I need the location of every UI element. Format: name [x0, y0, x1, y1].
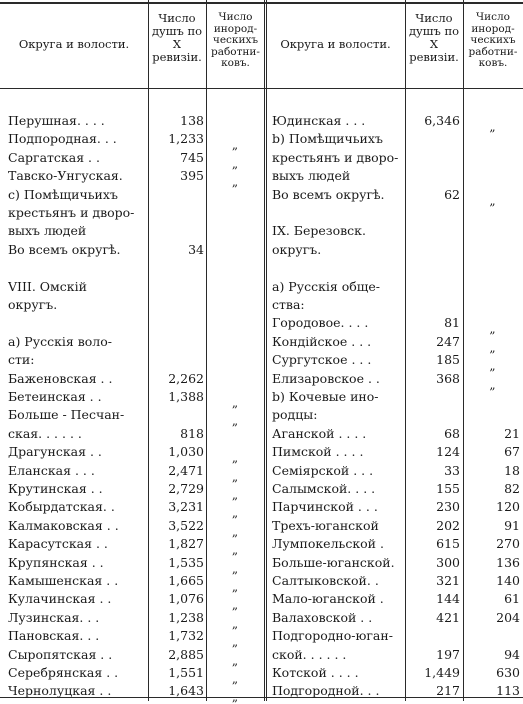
district-name: крестьянъ и дворо- — [8, 205, 135, 220]
district-name: с) Помѣщичьихъ — [8, 186, 118, 202]
ditto-mark: „ — [489, 193, 496, 208]
district-name: Больше - Песчан- — [8, 407, 125, 423]
district-name: округъ. — [8, 297, 58, 312]
header-workers-left: Число инород-ческихъ работни-ковъ. — [211, 11, 260, 69]
table-row — [0, 406, 523, 429]
district-name: Во всемъ округѣ. — [272, 186, 385, 202]
district-name: родцы: — [272, 407, 318, 423]
district-name: Камышенская . . — [8, 573, 119, 588]
workers-count: 61 — [504, 591, 520, 607]
district-name: Лузинская. . . — [8, 609, 100, 625]
district-name: Салымской. . . . — [272, 481, 376, 496]
district-name: сти: — [8, 352, 35, 368]
district-name: Кулачинская . . — [8, 591, 112, 607]
souls-count: 6,346 — [424, 113, 460, 128]
table-row — [0, 333, 523, 355]
district-name: Больше-юганской. — [272, 554, 395, 570]
district-name: Серебрянская . . — [8, 665, 119, 680]
souls-count: 3,522 — [168, 517, 204, 533]
souls-count: 421 — [436, 609, 460, 625]
souls-count: 615 — [436, 536, 460, 552]
ditto-mark: „ — [489, 340, 496, 355]
district-name: а) Русскія обще- — [272, 278, 381, 294]
district-name: Тавско-Унгуская. — [8, 168, 123, 184]
table-row — [0, 167, 523, 190]
district-name: ской. . . . . . — [272, 646, 347, 662]
souls-count: 1,233 — [168, 131, 204, 147]
district-name: Юдинская . . . — [272, 113, 366, 128]
table-row — [0, 443, 523, 466]
ditto-mark: „ — [231, 451, 239, 466]
souls-count: 217 — [436, 683, 460, 699]
district-name: Семіярской . . . — [272, 462, 374, 478]
table-row — [0, 572, 523, 594]
district-name: Кондійское . . . — [272, 333, 372, 349]
district-name: Подгородно-юган- — [272, 628, 393, 644]
district-name: Перушная. . . . — [8, 113, 105, 128]
header-souls-left: Число душъ по X ревизіи. — [151, 11, 203, 64]
souls-count: 33 — [444, 462, 460, 478]
ditto-mark: „ — [231, 580, 239, 594]
ditto-mark: „ — [231, 524, 239, 539]
district-name: Еланская . . . — [8, 462, 95, 478]
table-row — [0, 149, 523, 171]
workers-count: 204 — [496, 609, 520, 625]
souls-count: 1,827 — [168, 536, 204, 552]
ditto-mark: „ — [489, 377, 496, 392]
district-name: Мало-юганской . — [272, 591, 384, 607]
souls-count: 34 — [188, 241, 204, 257]
table-row — [0, 388, 523, 410]
ditto-mark: „ — [489, 120, 496, 134]
workers-count: 21 — [504, 425, 520, 441]
header-bottom-rule — [0, 88, 523, 89]
table-row — [0, 241, 523, 259]
district-name: ства: — [272, 297, 305, 312]
souls-count: 138 — [180, 113, 204, 128]
table-row — [0, 370, 523, 392]
souls-count: 124 — [436, 444, 460, 460]
district-name: Чернолуцкая . . — [8, 683, 112, 699]
ditto-mark: „ — [231, 138, 239, 153]
table-row — [0, 480, 523, 502]
district-name: Крутинская . . — [8, 481, 103, 496]
district-name: Калмаковская . . — [8, 517, 119, 533]
district-name: Пимской . . . . — [272, 444, 364, 460]
souls-count: 1,030 — [168, 444, 204, 460]
table-row — [0, 425, 523, 443]
ditto-mark: „ — [231, 175, 239, 190]
table-row — [0, 590, 523, 613]
district-name: Парчинской . . . — [272, 499, 378, 515]
table-row — [0, 498, 523, 521]
district-name: Подгородной. . . — [272, 683, 380, 699]
workers-count: 136 — [496, 554, 520, 570]
header-districts-right: Округа и волости. — [280, 37, 391, 51]
district-name: выхъ людей — [272, 168, 351, 184]
table-row — [0, 112, 523, 134]
table-row — [0, 130, 523, 153]
table-row — [0, 278, 523, 296]
souls-count: 1,665 — [168, 573, 204, 588]
ditto-mark: „ — [489, 322, 496, 337]
ditto-mark: „ — [231, 598, 239, 613]
ditto-mark: „ — [231, 506, 239, 521]
souls-count: 395 — [180, 168, 204, 184]
workers-count: 91 — [504, 517, 520, 533]
ditto-mark: „ — [231, 156, 239, 171]
souls-count: 818 — [180, 425, 204, 441]
district-name: а) Русскія воло- — [8, 333, 112, 349]
district-name: Бетеинская . . — [8, 389, 102, 404]
souls-count: 300 — [436, 554, 460, 570]
souls-count: 745 — [180, 149, 204, 165]
table-row — [0, 517, 523, 539]
table-row — [0, 462, 523, 484]
workers-count: 18 — [504, 462, 520, 478]
table-row — [0, 664, 523, 686]
district-name: Валаховской . . — [272, 609, 373, 625]
ditto-mark: „ — [231, 616, 239, 631]
district-name: Елизаровское . . — [272, 370, 380, 386]
table-row — [0, 535, 523, 558]
workers-count: 630 — [496, 665, 520, 680]
souls-count: 247 — [436, 333, 460, 349]
table-row — [0, 259, 523, 277]
district-name: Городовое. . . . — [272, 315, 369, 331]
workers-count: 120 — [496, 499, 520, 515]
workers-count: 270 — [496, 536, 520, 552]
souls-count: 2,885 — [168, 646, 204, 662]
workers-count: 113 — [496, 683, 520, 699]
souls-count: 2,729 — [168, 481, 204, 496]
table-row — [0, 646, 523, 668]
district-name: Лумпокельской . — [272, 536, 384, 552]
souls-count: 1,238 — [168, 609, 204, 625]
district-name: Драгунская . . — [8, 444, 102, 460]
ditto-mark: „ — [231, 469, 239, 484]
table-row — [0, 296, 523, 314]
header-districts-left: Округа и волости. — [18, 37, 130, 51]
souls-count: 2,262 — [168, 370, 204, 386]
souls-count: 62 — [444, 186, 460, 202]
district-name: Пановская. . . — [8, 628, 100, 644]
district-name: Баженовская . . — [8, 370, 113, 386]
district-name: VIII. Омскій — [8, 278, 87, 294]
district-name: Карасутская . . — [8, 536, 108, 552]
district-name: Кобырдатская. . — [8, 499, 115, 515]
ditto-mark: „ — [231, 396, 239, 410]
ditto-mark: „ — [231, 488, 239, 502]
souls-count: 230 — [436, 499, 460, 515]
workers-count: 82 — [504, 481, 520, 496]
table-top-rule — [0, 2, 523, 4]
souls-count: 197 — [436, 646, 460, 662]
district-name: Сыропятская . . — [8, 646, 113, 662]
district-name: Крупянская . . — [8, 554, 104, 570]
table-row — [0, 609, 523, 631]
district-name: b) Помѣщичьихъ — [272, 131, 383, 147]
table-row — [0, 204, 523, 222]
workers-count: 67 — [504, 444, 520, 460]
district-name: IX. Березовск. — [272, 223, 366, 239]
header-souls-right: Число душъ по X ревизіи. — [408, 11, 460, 64]
workers-count: 140 — [496, 573, 520, 588]
table-row — [0, 627, 523, 650]
souls-count: 1,449 — [424, 665, 460, 680]
district-name: Во всемъ округѣ. — [8, 241, 121, 257]
ditto-mark: „ — [231, 653, 239, 668]
district-name: Котской . . . . — [272, 665, 359, 680]
table-row — [0, 314, 523, 337]
ditto-mark: „ — [231, 635, 239, 650]
souls-count: 368 — [436, 370, 460, 386]
district-name: Трехъ-юганской — [272, 517, 379, 533]
table-row — [0, 351, 523, 374]
table-row — [0, 682, 523, 704]
souls-count: 3,231 — [168, 499, 204, 515]
workers-count: 94 — [504, 646, 520, 662]
souls-count: 155 — [436, 481, 460, 496]
district-name: округъ. — [272, 241, 322, 257]
ditto-mark: „ — [231, 690, 239, 704]
souls-count: 185 — [436, 352, 460, 368]
ditto-mark: „ — [231, 414, 239, 429]
district-name: ская. . . . . . — [8, 425, 82, 441]
table-row — [0, 186, 523, 208]
district-name: Салтыковской. . — [272, 573, 379, 588]
ditto-mark: „ — [231, 672, 239, 686]
district-name: крестьянъ и дворо- — [272, 149, 399, 165]
souls-count: 1,551 — [168, 665, 204, 680]
souls-count: 68 — [444, 425, 460, 441]
souls-count: 1,076 — [168, 591, 204, 607]
souls-count: 1,535 — [168, 554, 204, 570]
district-name: Аганской . . . . — [272, 425, 367, 441]
souls-count: 321 — [436, 573, 460, 588]
souls-count: 81 — [444, 315, 460, 331]
souls-count: 1,388 — [168, 389, 204, 404]
ditto-mark: „ — [231, 561, 239, 576]
souls-count: 144 — [436, 591, 460, 607]
table-row — [0, 222, 523, 240]
souls-count: 1,732 — [168, 628, 204, 644]
district-name: Саргатская . . — [8, 149, 100, 165]
district-name: b) Кочевые ино- — [272, 389, 379, 404]
souls-count: 2,471 — [168, 462, 204, 478]
district-name: Сургутское . . . — [272, 352, 372, 368]
district-name: выхъ людей — [8, 223, 87, 239]
district-name: Подпородная. . . — [8, 131, 117, 147]
header-workers-right: Число инород-ческихъ работни-ковъ. — [468, 11, 518, 69]
ditto-mark: „ — [231, 543, 239, 558]
table-row — [0, 554, 523, 576]
souls-count: 1,643 — [168, 683, 204, 699]
ditto-mark: „ — [489, 359, 496, 374]
souls-count: 202 — [436, 517, 460, 533]
